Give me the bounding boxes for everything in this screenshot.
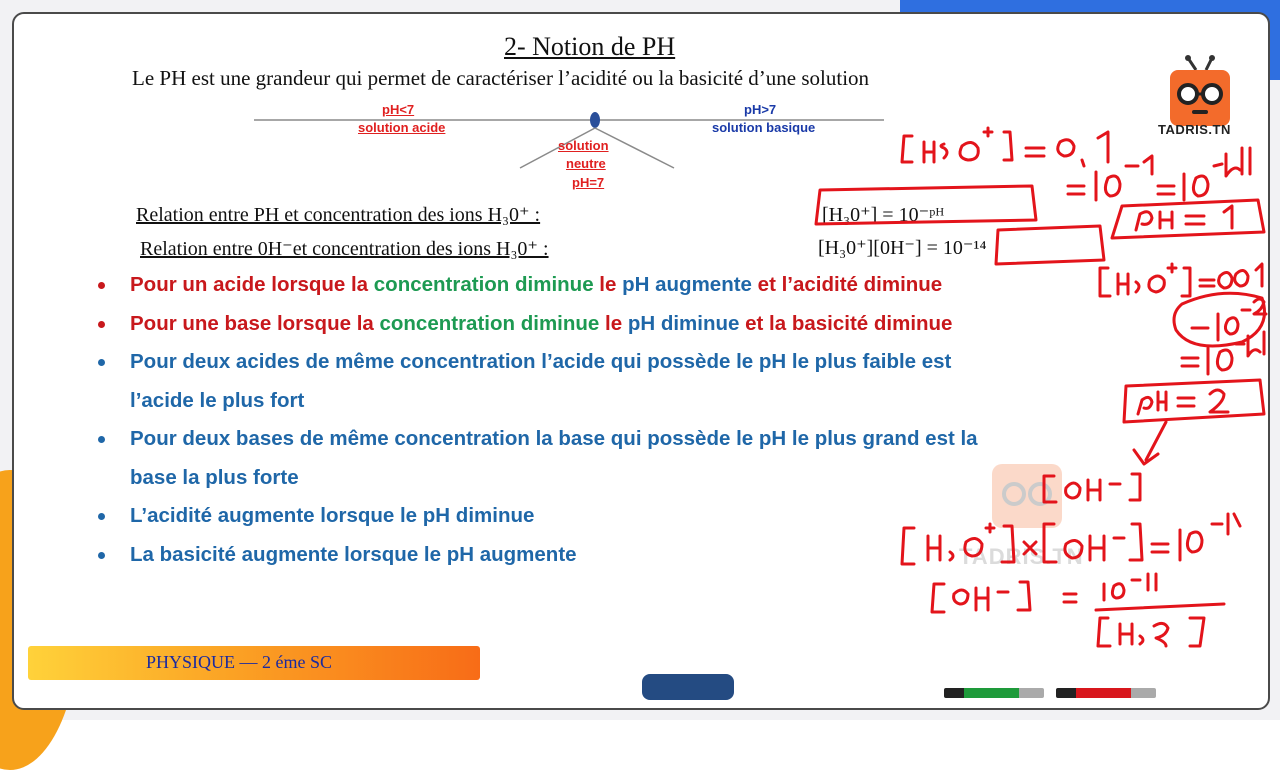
- list-item: Pour une base lorsque la concentration diminue le pH diminue et la basicité diminue: [94, 305, 1114, 344]
- page-title: 2- Notion de PH: [504, 32, 676, 61]
- whiteboard: [12, 12, 1270, 710]
- toolbar-tray[interactable]: [642, 674, 734, 700]
- base-ph-label: pH>7: [744, 102, 777, 117]
- course-label-bar: [28, 646, 480, 680]
- green-marker-icon[interactable]: [944, 688, 1044, 698]
- course-label: PHYSIQUE — 2 éme SC: [146, 652, 333, 672]
- acid-solution-label: solution acide: [358, 120, 446, 135]
- watermark-text: TADRIS.TN: [959, 544, 1084, 569]
- relation-ph-concentration: Relation entre PH et concentration des ions H₃0⁺ :: [136, 204, 541, 226]
- neutral-label: neutre: [566, 156, 606, 171]
- formula-h3o: [H₃0⁺] = 10⁻ᵖᴴ: [822, 204, 945, 226]
- neutral-ph-label: pH=7: [572, 175, 605, 190]
- neutral-solution-label: solution: [558, 138, 609, 153]
- list-item: Pour deux bases de même concentration la base qui possède le pH le plus grand est la base la plus forte: [94, 420, 1114, 497]
- red-marker-icon[interactable]: [1056, 688, 1156, 698]
- list-item: Pour deux acides de même concentration l’acide qui possède le pH le plus faible est l’acide le plus fort: [94, 343, 1114, 420]
- formula-ionic-product: [H₃0⁺][0H⁻] = 10⁻¹⁴: [818, 237, 987, 259]
- acid-ph-label: pH<7: [382, 102, 415, 117]
- logo-text: TADRIS.TN: [1158, 122, 1231, 137]
- handwritten-annotations: [14, 14, 1268, 708]
- list-item: L’acidité augmente lorsque le pH diminue: [94, 497, 1114, 536]
- relation-oh-concentration: Relation entre 0H⁻et concentration des ions H₃0⁺ :: [140, 238, 549, 260]
- intro-sentence: Le PH est une grandeur qui permet de caractériser l’acidité ou la basicité d’une solution: [132, 66, 870, 90]
- list-item: La basicité augmente lorsque le pH augmente: [94, 536, 1114, 575]
- base-solution-label: solution basique: [712, 120, 816, 135]
- list-item: Pour un acide lorsque la concentration diminue le pH augmente et l’acidité diminue: [94, 266, 1114, 305]
